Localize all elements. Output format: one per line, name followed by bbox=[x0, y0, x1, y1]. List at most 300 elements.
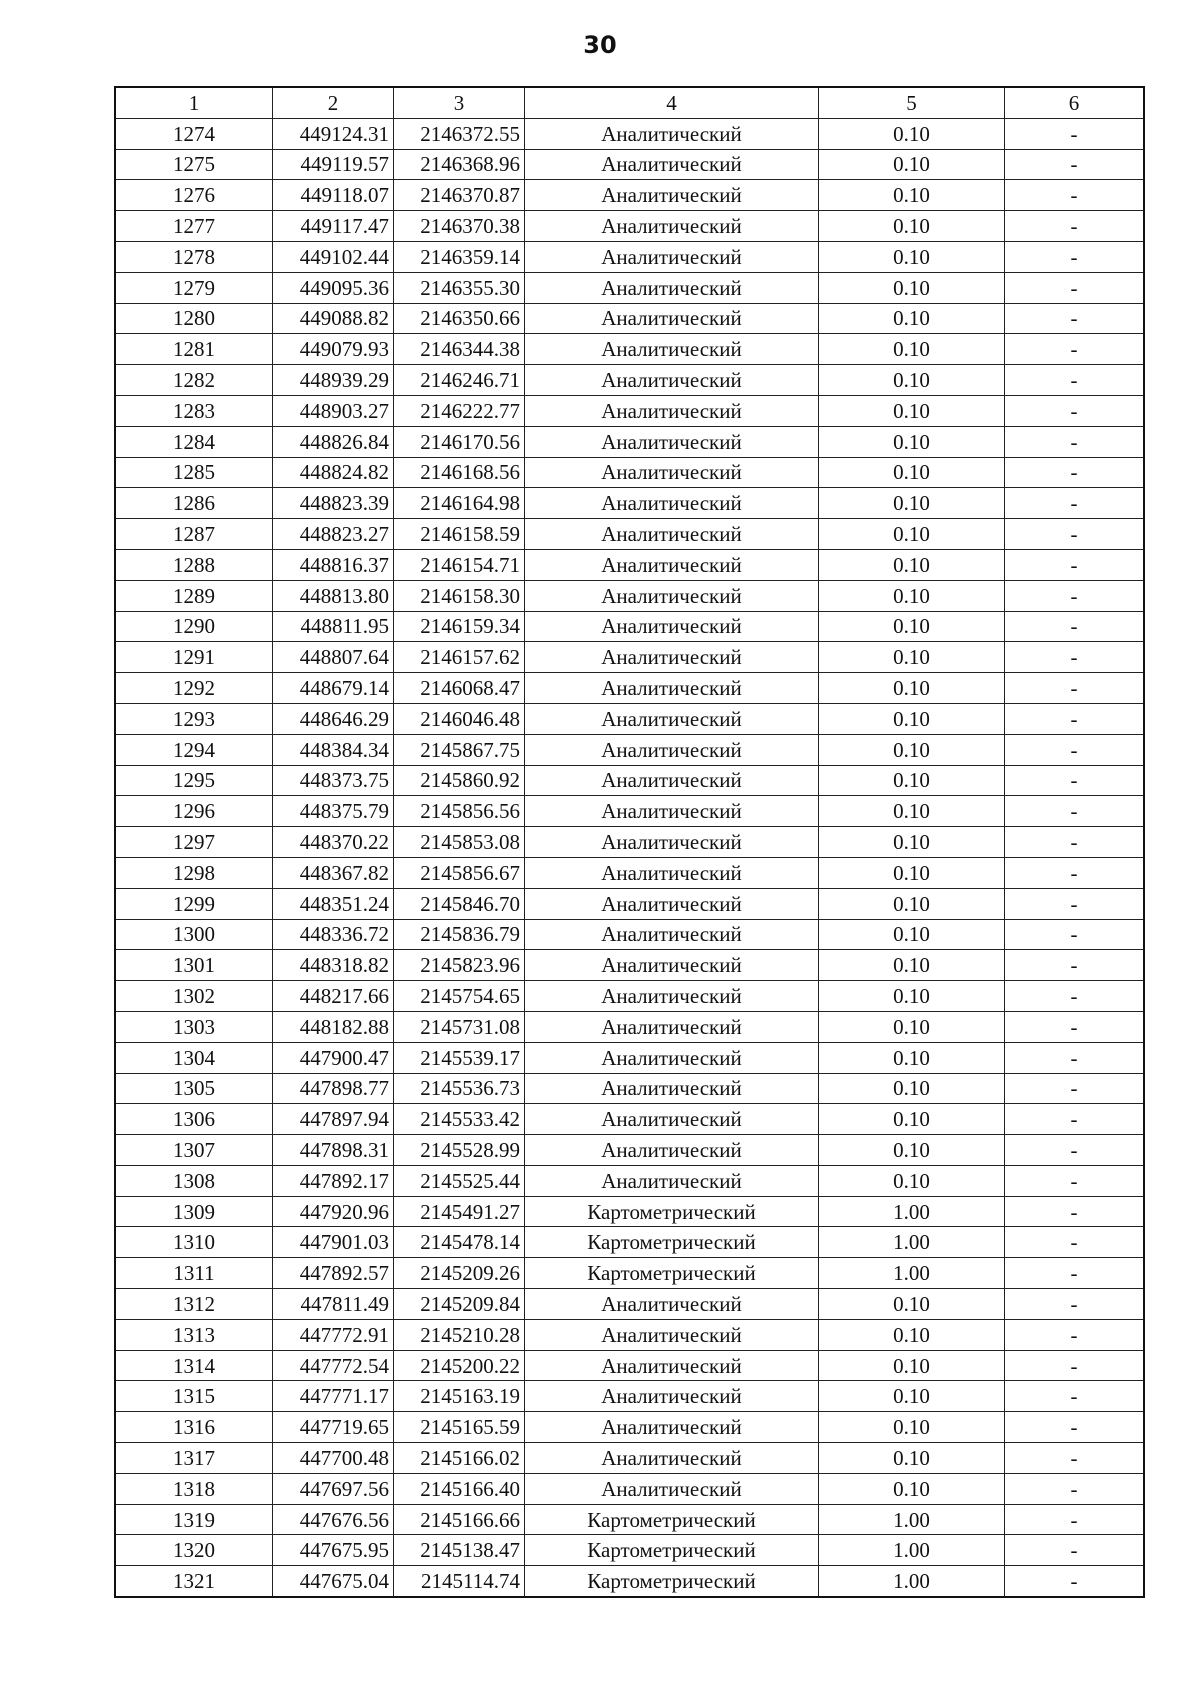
accuracy-cell: 0.10 bbox=[819, 673, 1005, 704]
method-cell: Аналитический bbox=[525, 1473, 819, 1504]
method-cell: Аналитический bbox=[525, 1135, 819, 1166]
y-coordinate-cell: 2146372.55 bbox=[394, 118, 525, 149]
x-coordinate-cell: 448816.37 bbox=[273, 549, 394, 580]
point-number-cell: 1318 bbox=[115, 1473, 273, 1504]
accuracy-cell: 0.10 bbox=[819, 1412, 1005, 1443]
y-coordinate-cell: 2145138.47 bbox=[394, 1535, 525, 1566]
x-coordinate-cell: 447901.03 bbox=[273, 1227, 394, 1258]
note-cell: - bbox=[1005, 1566, 1145, 1597]
accuracy-cell: 0.10 bbox=[819, 703, 1005, 734]
method-cell: Аналитический bbox=[525, 734, 819, 765]
method-cell: Аналитический bbox=[525, 365, 819, 396]
header-row bbox=[115, 87, 1144, 118]
note-cell: - bbox=[1005, 488, 1145, 519]
column-header-4: 4 bbox=[525, 87, 819, 118]
x-coordinate-cell: 449119.57 bbox=[273, 149, 394, 180]
method-cell: Аналитический bbox=[525, 457, 819, 488]
method-cell: Аналитический bbox=[525, 1319, 819, 1350]
point-number-cell: 1280 bbox=[115, 303, 273, 334]
x-coordinate-cell: 449079.93 bbox=[273, 334, 394, 365]
x-coordinate-cell: 448823.39 bbox=[273, 488, 394, 519]
accuracy-cell: 1.00 bbox=[819, 1566, 1005, 1597]
table-row bbox=[115, 272, 1144, 303]
point-number-cell: 1304 bbox=[115, 1042, 273, 1073]
method-cell: Аналитический bbox=[525, 857, 819, 888]
point-number-cell: 1296 bbox=[115, 796, 273, 827]
note-cell: - bbox=[1005, 1381, 1145, 1412]
x-coordinate-cell: 447771.17 bbox=[273, 1381, 394, 1412]
point-number-cell: 1310 bbox=[115, 1227, 273, 1258]
note-cell: - bbox=[1005, 118, 1145, 149]
table-row bbox=[115, 1473, 1144, 1504]
method-cell: Аналитический bbox=[525, 1104, 819, 1135]
method-cell: Аналитический bbox=[525, 1412, 819, 1443]
point-number-cell: 1308 bbox=[115, 1165, 273, 1196]
table-body bbox=[115, 118, 1144, 1597]
accuracy-cell: 0.10 bbox=[819, 981, 1005, 1012]
y-coordinate-cell: 2145528.99 bbox=[394, 1135, 525, 1166]
note-cell: - bbox=[1005, 950, 1145, 981]
x-coordinate-cell: 447892.57 bbox=[273, 1258, 394, 1289]
accuracy-cell: 0.10 bbox=[819, 303, 1005, 334]
method-cell: Аналитический bbox=[525, 118, 819, 149]
table-row bbox=[115, 1165, 1144, 1196]
table-row bbox=[115, 488, 1144, 519]
table-row bbox=[115, 703, 1144, 734]
note-cell: - bbox=[1005, 426, 1145, 457]
note-cell: - bbox=[1005, 1196, 1145, 1227]
x-coordinate-cell: 448217.66 bbox=[273, 981, 394, 1012]
point-number-cell: 1312 bbox=[115, 1289, 273, 1320]
point-number-cell: 1293 bbox=[115, 703, 273, 734]
table-row bbox=[115, 888, 1144, 919]
x-coordinate-cell: 447675.04 bbox=[273, 1566, 394, 1597]
note-cell: - bbox=[1005, 1289, 1145, 1320]
coordinates-table bbox=[114, 86, 1145, 1598]
point-number-cell: 1299 bbox=[115, 888, 273, 919]
note-cell: - bbox=[1005, 1504, 1145, 1535]
table-row bbox=[115, 549, 1144, 580]
accuracy-cell: 1.00 bbox=[819, 1258, 1005, 1289]
table-row bbox=[115, 765, 1144, 796]
accuracy-cell: 1.00 bbox=[819, 1227, 1005, 1258]
method-cell: Аналитический bbox=[525, 1289, 819, 1320]
y-coordinate-cell: 2145166.40 bbox=[394, 1473, 525, 1504]
y-coordinate-cell: 2146046.48 bbox=[394, 703, 525, 734]
table-row bbox=[115, 919, 1144, 950]
y-coordinate-cell: 2146222.77 bbox=[394, 395, 525, 426]
note-cell: - bbox=[1005, 211, 1145, 242]
note-cell: - bbox=[1005, 1319, 1145, 1350]
y-coordinate-cell: 2145860.92 bbox=[394, 765, 525, 796]
x-coordinate-cell: 448336.72 bbox=[273, 919, 394, 950]
method-cell: Аналитический bbox=[525, 549, 819, 580]
accuracy-cell: 1.00 bbox=[819, 1504, 1005, 1535]
note-cell: - bbox=[1005, 673, 1145, 704]
note-cell: - bbox=[1005, 334, 1145, 365]
accuracy-cell: 0.10 bbox=[819, 1381, 1005, 1412]
note-cell: - bbox=[1005, 888, 1145, 919]
method-cell: Аналитический bbox=[525, 241, 819, 272]
x-coordinate-cell: 447700.48 bbox=[273, 1443, 394, 1474]
table-row bbox=[115, 1258, 1144, 1289]
method-cell: Аналитический bbox=[525, 611, 819, 642]
y-coordinate-cell: 2145754.65 bbox=[394, 981, 525, 1012]
accuracy-cell: 0.10 bbox=[819, 1011, 1005, 1042]
y-coordinate-cell: 2145536.73 bbox=[394, 1073, 525, 1104]
column-header-6: 6 bbox=[1005, 87, 1145, 118]
method-cell: Аналитический bbox=[525, 827, 819, 858]
accuracy-cell: 1.00 bbox=[819, 1535, 1005, 1566]
method-cell: Аналитический bbox=[525, 519, 819, 550]
table-row bbox=[115, 950, 1144, 981]
x-coordinate-cell: 448939.29 bbox=[273, 365, 394, 396]
x-coordinate-cell: 448646.29 bbox=[273, 703, 394, 734]
note-cell: - bbox=[1005, 1104, 1145, 1135]
point-number-cell: 1281 bbox=[115, 334, 273, 365]
note-cell: - bbox=[1005, 1350, 1145, 1381]
y-coordinate-cell: 2146170.56 bbox=[394, 426, 525, 457]
accuracy-cell: 0.10 bbox=[819, 1473, 1005, 1504]
x-coordinate-cell: 447920.96 bbox=[273, 1196, 394, 1227]
table-row bbox=[115, 1073, 1144, 1104]
note-cell: - bbox=[1005, 549, 1145, 580]
x-coordinate-cell: 448813.80 bbox=[273, 580, 394, 611]
y-coordinate-cell: 2145856.67 bbox=[394, 857, 525, 888]
y-coordinate-cell: 2145114.74 bbox=[394, 1566, 525, 1597]
table-row bbox=[115, 1135, 1144, 1166]
y-coordinate-cell: 2145478.14 bbox=[394, 1227, 525, 1258]
method-cell: Аналитический bbox=[525, 950, 819, 981]
point-number-cell: 1283 bbox=[115, 395, 273, 426]
x-coordinate-cell: 447772.54 bbox=[273, 1350, 394, 1381]
x-coordinate-cell: 447719.65 bbox=[273, 1412, 394, 1443]
accuracy-cell: 0.10 bbox=[819, 734, 1005, 765]
point-number-cell: 1277 bbox=[115, 211, 273, 242]
table-row bbox=[115, 1196, 1144, 1227]
point-number-cell: 1275 bbox=[115, 149, 273, 180]
point-number-cell: 1309 bbox=[115, 1196, 273, 1227]
table-row bbox=[115, 180, 1144, 211]
accuracy-cell: 1.00 bbox=[819, 1196, 1005, 1227]
table-row bbox=[115, 827, 1144, 858]
method-cell: Аналитический bbox=[525, 1042, 819, 1073]
y-coordinate-cell: 2146359.14 bbox=[394, 241, 525, 272]
y-coordinate-cell: 2146157.62 bbox=[394, 642, 525, 673]
y-coordinate-cell: 2145731.08 bbox=[394, 1011, 525, 1042]
method-cell: Картометрический bbox=[525, 1504, 819, 1535]
accuracy-cell: 0.10 bbox=[819, 1165, 1005, 1196]
y-coordinate-cell: 2146168.56 bbox=[394, 457, 525, 488]
y-coordinate-cell: 2146350.66 bbox=[394, 303, 525, 334]
x-coordinate-cell: 448679.14 bbox=[273, 673, 394, 704]
note-cell: - bbox=[1005, 1412, 1145, 1443]
x-coordinate-cell: 447897.94 bbox=[273, 1104, 394, 1135]
table-row bbox=[115, 1227, 1144, 1258]
table-row bbox=[115, 796, 1144, 827]
note-cell: - bbox=[1005, 1011, 1145, 1042]
accuracy-cell: 0.10 bbox=[819, 334, 1005, 365]
point-number-cell: 1290 bbox=[115, 611, 273, 642]
note-cell: - bbox=[1005, 796, 1145, 827]
method-cell: Аналитический bbox=[525, 673, 819, 704]
point-number-cell: 1284 bbox=[115, 426, 273, 457]
accuracy-cell: 0.10 bbox=[819, 1319, 1005, 1350]
x-coordinate-cell: 447900.47 bbox=[273, 1042, 394, 1073]
x-coordinate-cell: 448384.34 bbox=[273, 734, 394, 765]
y-coordinate-cell: 2146159.34 bbox=[394, 611, 525, 642]
accuracy-cell: 0.10 bbox=[819, 1135, 1005, 1166]
table-row bbox=[115, 395, 1144, 426]
x-coordinate-cell: 448182.88 bbox=[273, 1011, 394, 1042]
point-number-cell: 1298 bbox=[115, 857, 273, 888]
method-cell: Аналитический bbox=[525, 395, 819, 426]
table-row bbox=[115, 857, 1144, 888]
accuracy-cell: 0.10 bbox=[819, 950, 1005, 981]
method-cell: Аналитический bbox=[525, 981, 819, 1012]
method-cell: Аналитический bbox=[525, 426, 819, 457]
accuracy-cell: 0.10 bbox=[819, 211, 1005, 242]
method-cell: Аналитический bbox=[525, 580, 819, 611]
accuracy-cell: 0.10 bbox=[819, 1350, 1005, 1381]
accuracy-cell: 0.10 bbox=[819, 1104, 1005, 1135]
note-cell: - bbox=[1005, 272, 1145, 303]
table-row bbox=[115, 149, 1144, 180]
method-cell: Аналитический bbox=[525, 272, 819, 303]
accuracy-cell: 0.10 bbox=[819, 488, 1005, 519]
method-cell: Аналитический bbox=[525, 488, 819, 519]
y-coordinate-cell: 2145491.27 bbox=[394, 1196, 525, 1227]
y-coordinate-cell: 2146154.71 bbox=[394, 549, 525, 580]
method-cell: Аналитический bbox=[525, 303, 819, 334]
accuracy-cell: 0.10 bbox=[819, 241, 1005, 272]
table-row bbox=[115, 1535, 1144, 1566]
table-row bbox=[115, 457, 1144, 488]
note-cell: - bbox=[1005, 981, 1145, 1012]
table-row bbox=[115, 580, 1144, 611]
method-cell: Аналитический bbox=[525, 211, 819, 242]
point-number-cell: 1282 bbox=[115, 365, 273, 396]
page-number: 30 bbox=[583, 31, 617, 59]
table-row bbox=[115, 211, 1144, 242]
note-cell: - bbox=[1005, 1227, 1145, 1258]
y-coordinate-cell: 2145210.28 bbox=[394, 1319, 525, 1350]
note-cell: - bbox=[1005, 303, 1145, 334]
y-coordinate-cell: 2145165.59 bbox=[394, 1412, 525, 1443]
note-cell: - bbox=[1005, 395, 1145, 426]
y-coordinate-cell: 2145209.26 bbox=[394, 1258, 525, 1289]
point-number-cell: 1305 bbox=[115, 1073, 273, 1104]
x-coordinate-cell: 448367.82 bbox=[273, 857, 394, 888]
point-number-cell: 1294 bbox=[115, 734, 273, 765]
table-row bbox=[115, 1504, 1144, 1535]
table-row bbox=[115, 1350, 1144, 1381]
point-number-cell: 1289 bbox=[115, 580, 273, 611]
note-cell: - bbox=[1005, 149, 1145, 180]
y-coordinate-cell: 2146164.98 bbox=[394, 488, 525, 519]
point-number-cell: 1316 bbox=[115, 1412, 273, 1443]
point-number-cell: 1295 bbox=[115, 765, 273, 796]
y-coordinate-cell: 2145200.22 bbox=[394, 1350, 525, 1381]
table-row bbox=[115, 241, 1144, 272]
method-cell: Аналитический bbox=[525, 1381, 819, 1412]
accuracy-cell: 0.10 bbox=[819, 272, 1005, 303]
method-cell: Аналитический bbox=[525, 334, 819, 365]
x-coordinate-cell: 449095.36 bbox=[273, 272, 394, 303]
table-row bbox=[115, 1042, 1144, 1073]
table-row bbox=[115, 1412, 1144, 1443]
point-number-cell: 1278 bbox=[115, 241, 273, 272]
table-row bbox=[115, 981, 1144, 1012]
y-coordinate-cell: 2145166.66 bbox=[394, 1504, 525, 1535]
point-number-cell: 1291 bbox=[115, 642, 273, 673]
point-number-cell: 1285 bbox=[115, 457, 273, 488]
note-cell: - bbox=[1005, 1258, 1145, 1289]
accuracy-cell: 0.10 bbox=[819, 365, 1005, 396]
method-cell: Аналитический bbox=[525, 642, 819, 673]
y-coordinate-cell: 2146370.38 bbox=[394, 211, 525, 242]
column-header-1: 1 bbox=[115, 87, 273, 118]
table-row bbox=[115, 673, 1144, 704]
table-row bbox=[115, 365, 1144, 396]
accuracy-cell: 0.10 bbox=[819, 827, 1005, 858]
accuracy-cell: 0.10 bbox=[819, 611, 1005, 642]
y-coordinate-cell: 2145209.84 bbox=[394, 1289, 525, 1320]
x-coordinate-cell: 447675.95 bbox=[273, 1535, 394, 1566]
accuracy-cell: 0.10 bbox=[819, 519, 1005, 550]
note-cell: - bbox=[1005, 1042, 1145, 1073]
x-coordinate-cell: 447697.56 bbox=[273, 1473, 394, 1504]
point-number-cell: 1319 bbox=[115, 1504, 273, 1535]
point-number-cell: 1292 bbox=[115, 673, 273, 704]
note-cell: - bbox=[1005, 241, 1145, 272]
x-coordinate-cell: 448375.79 bbox=[273, 796, 394, 827]
y-coordinate-cell: 2145525.44 bbox=[394, 1165, 525, 1196]
point-number-cell: 1302 bbox=[115, 981, 273, 1012]
method-cell: Аналитический bbox=[525, 180, 819, 211]
point-number-cell: 1303 bbox=[115, 1011, 273, 1042]
column-header-3: 3 bbox=[394, 87, 525, 118]
x-coordinate-cell: 449102.44 bbox=[273, 241, 394, 272]
y-coordinate-cell: 2146158.30 bbox=[394, 580, 525, 611]
y-coordinate-cell: 2145163.19 bbox=[394, 1381, 525, 1412]
note-cell: - bbox=[1005, 1165, 1145, 1196]
x-coordinate-cell: 448318.82 bbox=[273, 950, 394, 981]
point-number-cell: 1321 bbox=[115, 1566, 273, 1597]
x-coordinate-cell: 447892.17 bbox=[273, 1165, 394, 1196]
x-coordinate-cell: 448826.84 bbox=[273, 426, 394, 457]
y-coordinate-cell: 2145539.17 bbox=[394, 1042, 525, 1073]
method-cell: Аналитический bbox=[525, 1443, 819, 1474]
accuracy-cell: 0.10 bbox=[819, 426, 1005, 457]
point-number-cell: 1274 bbox=[115, 118, 273, 149]
note-cell: - bbox=[1005, 457, 1145, 488]
method-cell: Картометрический bbox=[525, 1566, 819, 1597]
method-cell: Картометрический bbox=[525, 1258, 819, 1289]
x-coordinate-cell: 447898.31 bbox=[273, 1135, 394, 1166]
table-row bbox=[115, 1443, 1144, 1474]
accuracy-cell: 0.10 bbox=[819, 1289, 1005, 1320]
note-cell: - bbox=[1005, 827, 1145, 858]
note-cell: - bbox=[1005, 857, 1145, 888]
accuracy-cell: 0.10 bbox=[819, 580, 1005, 611]
method-cell: Аналитический bbox=[525, 919, 819, 950]
method-cell: Аналитический bbox=[525, 888, 819, 919]
accuracy-cell: 0.10 bbox=[819, 118, 1005, 149]
method-cell: Аналитический bbox=[525, 1350, 819, 1381]
note-cell: - bbox=[1005, 1073, 1145, 1104]
table-row bbox=[115, 1104, 1144, 1135]
y-coordinate-cell: 2145836.79 bbox=[394, 919, 525, 950]
accuracy-cell: 0.10 bbox=[819, 549, 1005, 580]
table-row bbox=[115, 1289, 1144, 1320]
method-cell: Аналитический bbox=[525, 149, 819, 180]
x-coordinate-cell: 447898.77 bbox=[273, 1073, 394, 1104]
note-cell: - bbox=[1005, 765, 1145, 796]
accuracy-cell: 0.10 bbox=[819, 457, 1005, 488]
table-row bbox=[115, 1011, 1144, 1042]
y-coordinate-cell: 2146068.47 bbox=[394, 673, 525, 704]
x-coordinate-cell: 449118.07 bbox=[273, 180, 394, 211]
method-cell: Аналитический bbox=[525, 1011, 819, 1042]
table-row bbox=[115, 1566, 1144, 1597]
note-cell: - bbox=[1005, 365, 1145, 396]
y-coordinate-cell: 2146246.71 bbox=[394, 365, 525, 396]
method-cell: Аналитический bbox=[525, 765, 819, 796]
accuracy-cell: 0.10 bbox=[819, 642, 1005, 673]
x-coordinate-cell: 447772.91 bbox=[273, 1319, 394, 1350]
table-row bbox=[115, 426, 1144, 457]
point-number-cell: 1287 bbox=[115, 519, 273, 550]
y-coordinate-cell: 2145846.70 bbox=[394, 888, 525, 919]
accuracy-cell: 0.10 bbox=[819, 919, 1005, 950]
x-coordinate-cell: 447811.49 bbox=[273, 1289, 394, 1320]
method-cell: Картометрический bbox=[525, 1535, 819, 1566]
x-coordinate-cell: 448373.75 bbox=[273, 765, 394, 796]
table-row bbox=[115, 734, 1144, 765]
point-number-cell: 1313 bbox=[115, 1319, 273, 1350]
accuracy-cell: 0.10 bbox=[819, 180, 1005, 211]
x-coordinate-cell: 449117.47 bbox=[273, 211, 394, 242]
table-row bbox=[115, 303, 1144, 334]
point-number-cell: 1306 bbox=[115, 1104, 273, 1135]
method-cell: Картометрический bbox=[525, 1196, 819, 1227]
accuracy-cell: 0.10 bbox=[819, 1042, 1005, 1073]
point-number-cell: 1315 bbox=[115, 1381, 273, 1412]
point-number-cell: 1314 bbox=[115, 1350, 273, 1381]
table-row bbox=[115, 1381, 1144, 1412]
point-number-cell: 1276 bbox=[115, 180, 273, 211]
y-coordinate-cell: 2146158.59 bbox=[394, 519, 525, 550]
x-coordinate-cell: 448823.27 bbox=[273, 519, 394, 550]
note-cell: - bbox=[1005, 734, 1145, 765]
note-cell: - bbox=[1005, 580, 1145, 611]
x-coordinate-cell: 448807.64 bbox=[273, 642, 394, 673]
y-coordinate-cell: 2146368.96 bbox=[394, 149, 525, 180]
method-cell: Аналитический bbox=[525, 796, 819, 827]
y-coordinate-cell: 2146344.38 bbox=[394, 334, 525, 365]
x-coordinate-cell: 449124.31 bbox=[273, 118, 394, 149]
y-coordinate-cell: 2146355.30 bbox=[394, 272, 525, 303]
x-coordinate-cell: 448351.24 bbox=[273, 888, 394, 919]
accuracy-cell: 0.10 bbox=[819, 395, 1005, 426]
column-header-5: 5 bbox=[819, 87, 1005, 118]
method-cell: Аналитический bbox=[525, 1165, 819, 1196]
point-number-cell: 1279 bbox=[115, 272, 273, 303]
table-row bbox=[115, 334, 1144, 365]
note-cell: - bbox=[1005, 611, 1145, 642]
note-cell: - bbox=[1005, 180, 1145, 211]
